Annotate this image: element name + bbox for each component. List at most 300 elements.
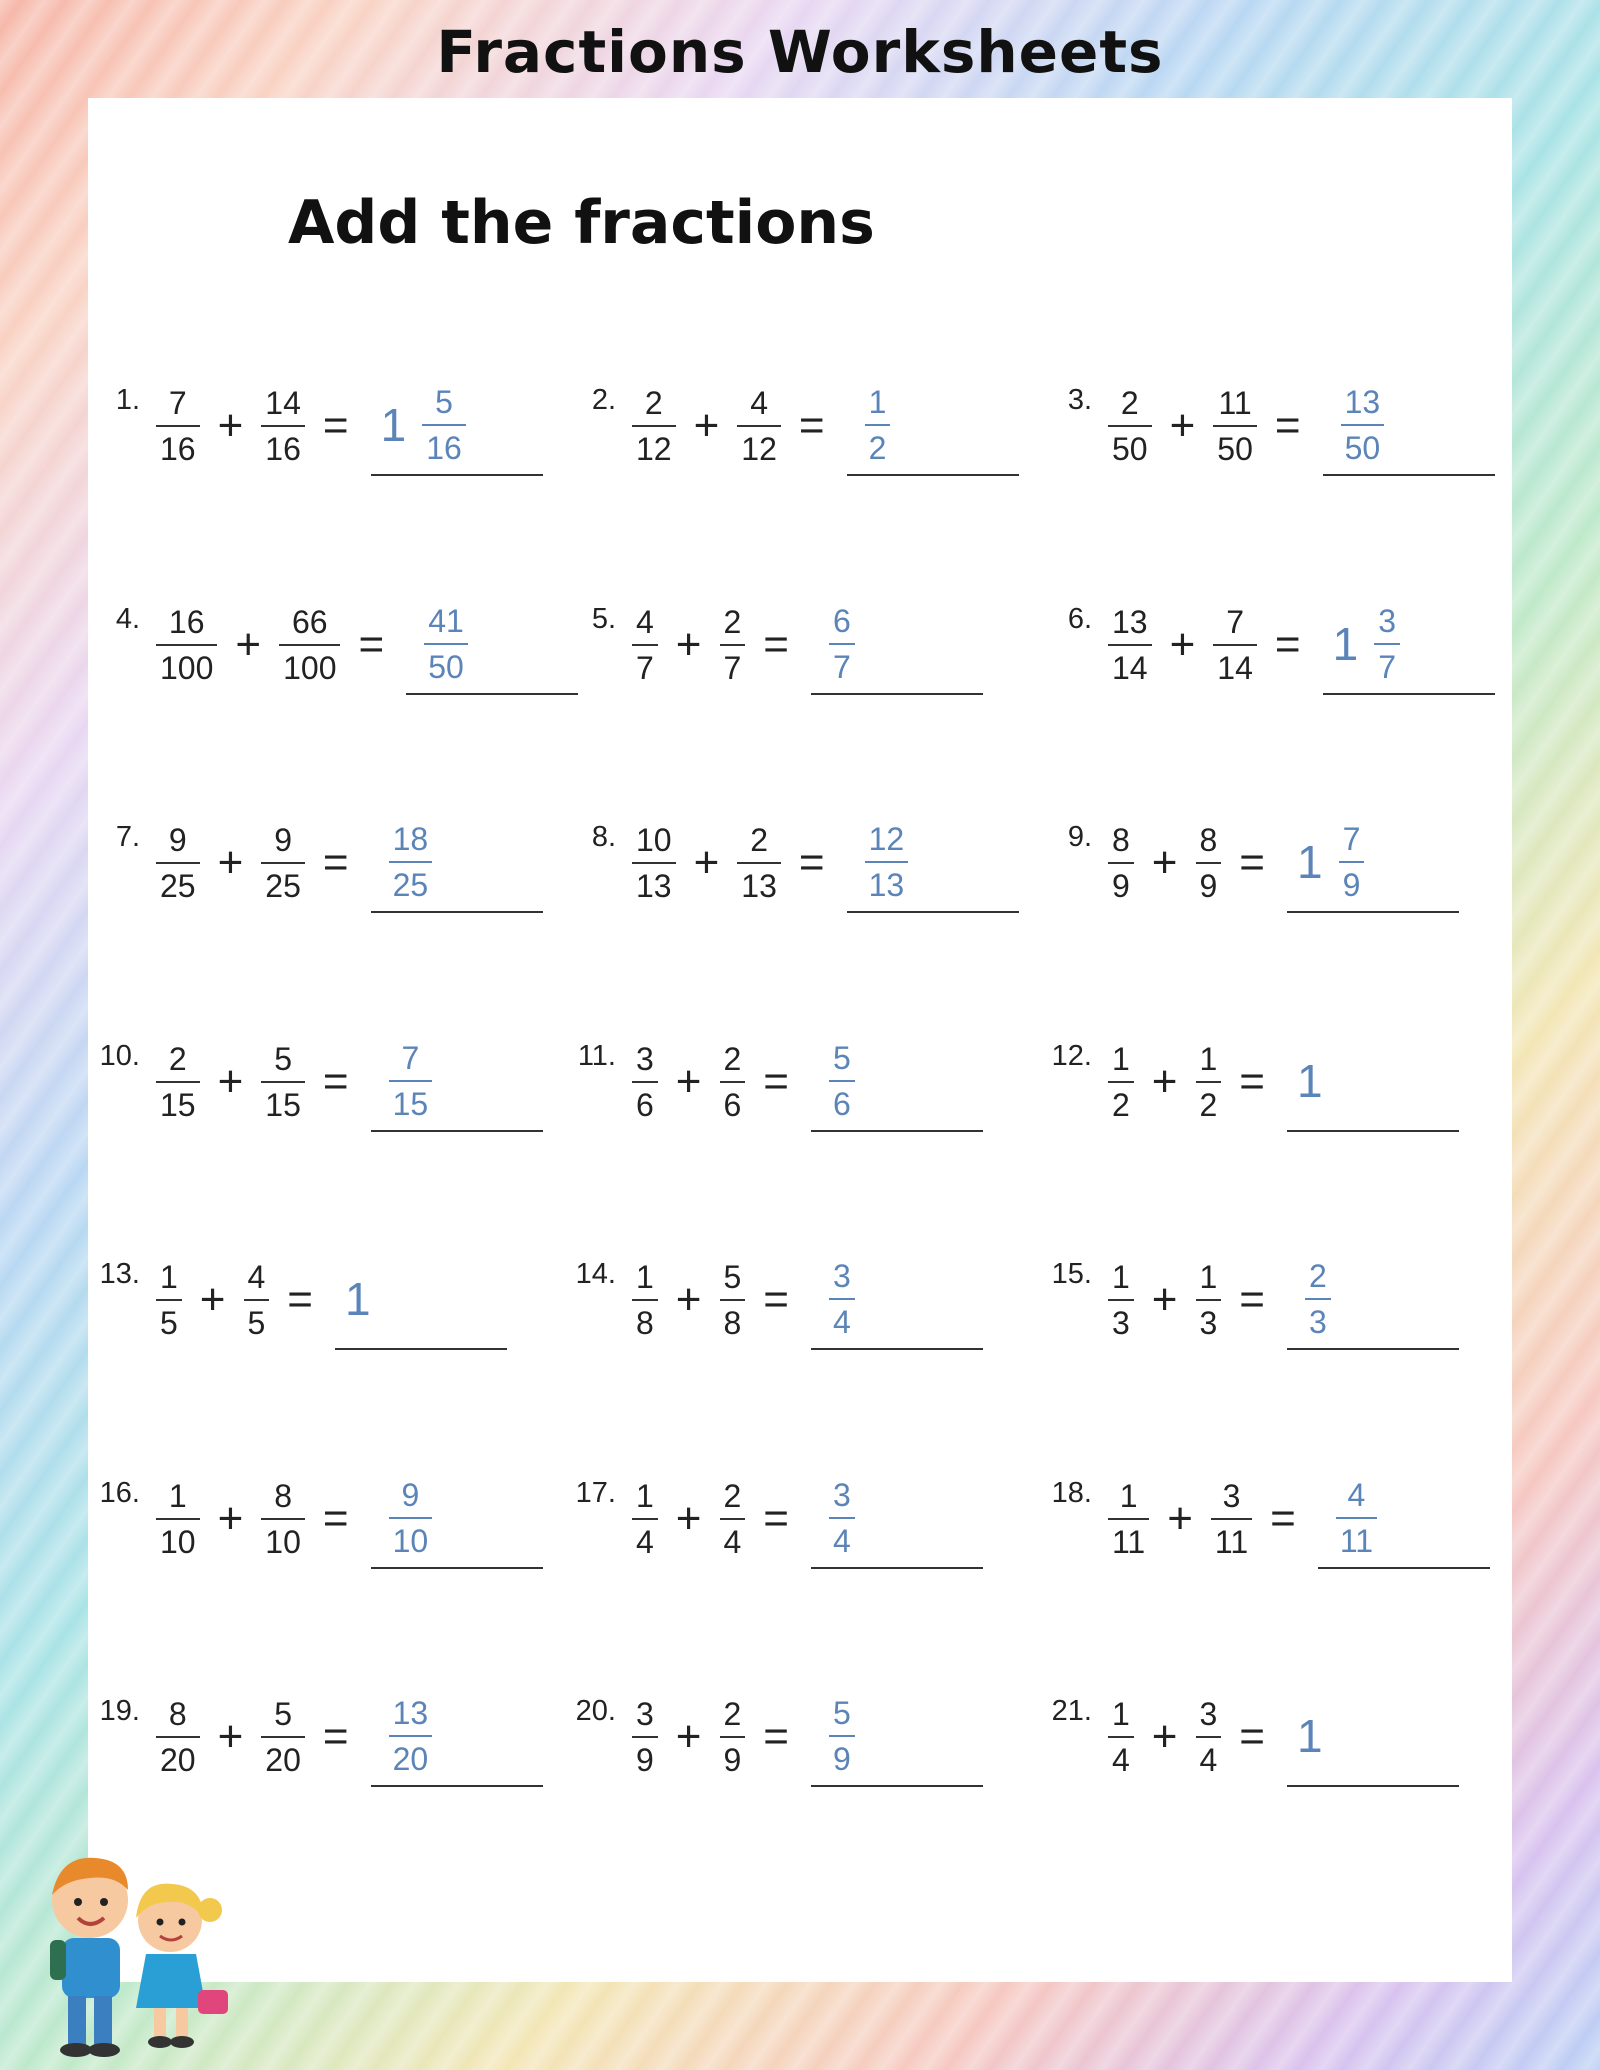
numerator: 2 — [723, 1477, 742, 1514]
answer-field[interactable] — [1287, 1032, 1459, 1132]
plus-sign: + — [1167, 1493, 1193, 1543]
fraction-a — [632, 1696, 658, 1778]
problem-21 — [1040, 1687, 1459, 1817]
fraction-a — [632, 604, 658, 686]
numerator: 1 — [636, 1477, 654, 1514]
answer-denominator: 50 — [1341, 424, 1385, 466]
fraction-b — [244, 1259, 270, 1341]
fraction-a — [632, 385, 676, 467]
numerator: 14 — [265, 385, 301, 421]
answer-whole: 1 — [1332, 617, 1359, 670]
plus-sign: + — [217, 1712, 244, 1761]
answer-numerator: 1 — [868, 384, 887, 420]
fraction-a — [632, 1041, 658, 1123]
fraction-a — [156, 1259, 182, 1341]
answer-denominator: 13 — [865, 861, 909, 903]
answer-denominator: 4 — [829, 1517, 855, 1559]
numerator: 16 — [168, 603, 205, 640]
plus-sign: + — [675, 1275, 702, 1324]
fraction-b — [261, 822, 305, 904]
answer-field[interactable] — [406, 595, 578, 695]
fraction-b — [1213, 385, 1257, 467]
denominator: 6 — [720, 1081, 746, 1123]
problem-expression — [148, 595, 578, 695]
fraction-b — [720, 1478, 746, 1560]
denominator: 16 — [156, 425, 200, 467]
fraction-b — [261, 1041, 305, 1123]
plus-sign: + — [1169, 619, 1196, 669]
problem-5 — [564, 595, 983, 725]
denominator: 10 — [261, 1518, 305, 1560]
denominator: 100 — [156, 644, 217, 686]
answer-whole: 1 — [1297, 1054, 1323, 1107]
answer-numerator: 7 — [401, 1039, 420, 1076]
denominator: 9 — [632, 1736, 658, 1778]
answer-field[interactable] — [1323, 595, 1495, 695]
equals-sign: = — [322, 1712, 349, 1761]
answer-fraction — [829, 603, 855, 685]
fraction-a — [156, 604, 217, 686]
denominator: 4 — [720, 1518, 746, 1560]
fraction-b — [1196, 1259, 1222, 1341]
fraction-b — [261, 1696, 305, 1778]
answer-field[interactable] — [811, 1469, 983, 1569]
plus-sign: + — [675, 1493, 702, 1543]
answer-fraction — [389, 1695, 433, 1777]
answer-denominator: 2 — [865, 424, 891, 466]
problem-expression — [148, 813, 543, 913]
problem-number: 20. — [575, 1695, 616, 1727]
denominator: 13 — [737, 862, 781, 904]
answer-denominator: 9 — [1339, 861, 1365, 903]
denominator: 10 — [156, 1518, 200, 1560]
answer-field[interactable] — [811, 1250, 983, 1350]
problem-expression — [1100, 813, 1459, 913]
denominator: 9 — [720, 1736, 746, 1778]
problem-19 — [88, 1687, 543, 1817]
fraction-a — [632, 1259, 658, 1341]
boy-figure — [50, 1858, 128, 2057]
problem-number: 6. — [1067, 602, 1092, 635]
problem-expression — [1100, 1250, 1459, 1350]
problem-number: 21. — [1051, 1695, 1092, 1727]
equals-sign: = — [322, 1493, 349, 1543]
problem-3 — [1040, 376, 1495, 506]
fraction-a — [1108, 1259, 1134, 1341]
problem-number: 10. — [99, 1039, 140, 1072]
fraction-a — [1108, 1041, 1134, 1123]
problem-9 — [1040, 813, 1459, 943]
problem-4 — [88, 595, 578, 725]
numerator: 8 — [168, 1696, 187, 1732]
problem-number: 14. — [575, 1258, 616, 1290]
problem-number: 17. — [575, 1476, 616, 1509]
fraction-b — [1196, 822, 1222, 904]
answer-field[interactable] — [371, 1032, 543, 1132]
problem-expression — [624, 813, 1019, 913]
fraction-b — [737, 822, 781, 904]
answer-numerator: 5 — [833, 1039, 851, 1076]
answer-numerator: 3 — [1378, 602, 1396, 639]
fraction-b — [720, 604, 746, 686]
problem-expression — [148, 1687, 543, 1787]
problem-number: 7. — [115, 821, 140, 853]
answer-numerator: 3 — [833, 1476, 851, 1513]
numerator: 1 — [636, 1259, 654, 1295]
problem-14 — [564, 1250, 983, 1380]
answer-fraction — [829, 1477, 855, 1559]
denominator: 25 — [261, 862, 305, 904]
problem-number: 1. — [115, 384, 140, 416]
denominator: 9 — [1108, 862, 1134, 904]
problem-number: 16. — [99, 1476, 140, 1509]
problem-expression — [624, 376, 1019, 476]
answer-denominator: 3 — [1305, 1298, 1331, 1340]
answer-numerator: 18 — [392, 821, 429, 857]
denominator: 5 — [244, 1299, 270, 1341]
numerator: 9 — [274, 822, 292, 858]
plus-sign: + — [675, 619, 702, 669]
answer-field[interactable] — [811, 595, 983, 695]
denominator: 50 — [1108, 425, 1152, 467]
denominator: 7 — [632, 644, 658, 686]
denominator: 20 — [156, 1736, 200, 1778]
answer-denominator: 7 — [1374, 643, 1400, 685]
denominator: 14 — [1108, 644, 1152, 686]
denominator: 4 — [1196, 1736, 1222, 1778]
problem-number: 18. — [1051, 1476, 1092, 1509]
answer-denominator: 7 — [829, 643, 855, 685]
problem-number: 3. — [1067, 384, 1092, 416]
denominator: 12 — [632, 425, 676, 467]
equals-sign: = — [763, 1712, 789, 1761]
problem-8 — [564, 813, 1019, 943]
problem-expression — [624, 1250, 983, 1350]
denominator: 13 — [632, 862, 676, 904]
denominator: 3 — [1196, 1299, 1222, 1341]
denominator: 12 — [737, 425, 781, 467]
fraction-a — [632, 1478, 658, 1560]
answer-numerator: 9 — [401, 1476, 420, 1513]
numerator: 5 — [723, 1259, 742, 1295]
answer-fraction — [865, 384, 891, 466]
answer-fraction — [389, 1040, 433, 1122]
answer-fraction — [389, 821, 433, 903]
fraction-a — [1108, 385, 1152, 467]
answer-numerator: 2 — [1309, 1258, 1327, 1294]
problem-13 — [88, 1250, 507, 1380]
fraction-b — [1213, 604, 1257, 686]
problem-12 — [1040, 1032, 1459, 1162]
problem-expression — [1100, 595, 1495, 695]
denominator: 50 — [1213, 425, 1257, 467]
problem-16 — [88, 1469, 543, 1599]
instruction-heading: Add the fractions — [288, 188, 875, 258]
numerator: 1 — [1112, 1259, 1130, 1295]
numerator: 1 — [160, 1259, 178, 1295]
numerator: 4 — [750, 385, 768, 421]
problem-expression — [1100, 1032, 1459, 1132]
answer-field[interactable] — [847, 813, 1019, 913]
fraction-a — [156, 822, 200, 904]
problem-expression — [148, 1469, 543, 1569]
answer-whole: 1 — [1297, 836, 1323, 888]
denominator: 15 — [261, 1081, 305, 1123]
problem-expression — [148, 1032, 543, 1132]
denominator: 11 — [1211, 1518, 1252, 1560]
numerator: 8 — [274, 1477, 292, 1514]
numerator: 3 — [1199, 1696, 1218, 1732]
equals-sign: = — [1270, 1493, 1296, 1543]
equals-sign: = — [1274, 401, 1301, 450]
problem-2 — [564, 376, 1019, 506]
answer-numerator: 4 — [1347, 1476, 1366, 1513]
problem-expression — [624, 1687, 983, 1787]
answer-field[interactable] — [847, 376, 1019, 476]
plus-sign: + — [1151, 1056, 1178, 1106]
equals-sign: = — [322, 838, 349, 887]
problem-expression — [624, 595, 983, 695]
answer-field[interactable] — [811, 1032, 983, 1132]
denominator: 25 — [156, 862, 200, 904]
equals-sign: = — [1239, 1712, 1265, 1761]
problem-number: 9. — [1067, 821, 1092, 853]
answer-numerator: 7 — [1342, 821, 1361, 857]
answer-field[interactable] — [1287, 1687, 1459, 1787]
numerator: 2 — [723, 1696, 742, 1732]
plus-sign: + — [1151, 1275, 1178, 1324]
numerator: 2 — [1120, 385, 1139, 421]
answer-whole: 1 — [345, 1273, 371, 1325]
answer-fraction — [389, 1477, 433, 1559]
denominator: 20 — [261, 1736, 305, 1778]
answer-numerator: 3 — [833, 1258, 851, 1294]
numerator: 7 — [1226, 603, 1244, 640]
answer-numerator: 13 — [392, 1695, 429, 1731]
numerator: 1 — [1199, 1259, 1218, 1295]
denominator: 8 — [720, 1299, 746, 1341]
answer-fraction — [829, 1040, 855, 1122]
numerator: 66 — [291, 603, 328, 640]
denominator: 15 — [156, 1081, 200, 1123]
answer-fraction — [1339, 821, 1365, 903]
answer-denominator: 9 — [829, 1735, 855, 1777]
denominator: 3 — [1108, 1299, 1134, 1341]
answer-denominator: 50 — [424, 643, 468, 685]
numerator: 2 — [723, 603, 742, 640]
worksheet-sheet — [88, 98, 1512, 1982]
equals-sign: = — [322, 401, 349, 450]
answer-fraction — [424, 603, 468, 685]
fraction-a — [1108, 1696, 1134, 1778]
numerator: 8 — [1112, 822, 1130, 858]
numerator: 1 — [1112, 1696, 1130, 1732]
answer-numerator: 13 — [1344, 384, 1381, 420]
answer-field[interactable] — [1287, 1250, 1459, 1350]
answer-fraction — [1305, 1258, 1331, 1340]
problem-expression — [624, 1469, 983, 1569]
answer-denominator: 20 — [389, 1735, 433, 1777]
answer-fraction — [829, 1695, 855, 1777]
problem-expression — [148, 1250, 507, 1350]
fraction-a — [1108, 604, 1152, 686]
fraction-a — [156, 385, 200, 467]
answer-field[interactable] — [371, 376, 543, 476]
equals-sign: = — [287, 1275, 313, 1324]
answer-field[interactable] — [335, 1250, 507, 1350]
girl-figure — [136, 1884, 228, 2048]
fraction-b — [720, 1041, 746, 1123]
fraction-a — [156, 1041, 200, 1123]
answer-field[interactable] — [811, 1687, 983, 1787]
answer-fraction — [829, 1258, 855, 1340]
numerator: 5 — [274, 1696, 292, 1732]
problem-number: 11. — [577, 1039, 616, 1072]
problem-18 — [1040, 1469, 1490, 1599]
children-illustration — [20, 1840, 240, 2060]
numerator: 2 — [644, 385, 663, 421]
plus-sign: + — [1169, 401, 1196, 450]
problem-number: 4. — [115, 602, 140, 635]
answer-denominator: 10 — [389, 1517, 433, 1559]
answer-fraction — [422, 384, 466, 466]
numerator: 3 — [636, 1040, 654, 1077]
denominator: 2 — [1108, 1081, 1134, 1123]
answer-fraction — [1341, 384, 1385, 466]
answer-numerator: 12 — [868, 821, 905, 857]
equals-sign: = — [798, 838, 825, 887]
problem-number: 5. — [591, 602, 616, 635]
equals-sign: = — [322, 1056, 349, 1106]
answer-denominator: 11 — [1336, 1517, 1377, 1559]
plus-sign: + — [217, 1056, 244, 1106]
equals-sign: = — [763, 1493, 789, 1543]
answer-numerator: 41 — [428, 602, 464, 639]
denominator: 9 — [1196, 862, 1222, 904]
numerator: 9 — [168, 822, 187, 858]
problem-15 — [1040, 1250, 1459, 1380]
plus-sign: + — [675, 1056, 702, 1106]
fraction-b — [1196, 1696, 1222, 1778]
answer-field[interactable] — [1318, 1469, 1490, 1569]
equals-sign: = — [1274, 619, 1301, 669]
denominator: 2 — [1196, 1081, 1222, 1123]
answer-fraction — [1336, 1477, 1377, 1559]
problem-expression — [1100, 1687, 1459, 1787]
problem-11 — [564, 1032, 983, 1162]
problem-number: 8. — [591, 821, 616, 853]
equals-sign: = — [1239, 838, 1265, 887]
problem-7 — [88, 813, 543, 943]
denominator: 4 — [632, 1518, 658, 1560]
plus-sign: + — [675, 1712, 702, 1761]
problem-6 — [1040, 595, 1495, 725]
equals-sign: = — [763, 1275, 789, 1324]
page-title: Fractions Worksheets — [436, 18, 1164, 86]
answer-whole: 1 — [380, 399, 407, 451]
plus-sign: + — [1151, 1712, 1178, 1761]
answer-fraction — [865, 821, 909, 903]
problem-20 — [564, 1687, 983, 1817]
denominator: 14 — [1213, 644, 1257, 686]
denominator: 6 — [632, 1081, 658, 1123]
problem-expression — [624, 1032, 983, 1132]
answer-field[interactable] — [1287, 813, 1459, 913]
fraction-b — [279, 604, 340, 686]
equals-sign: = — [763, 619, 789, 669]
plus-sign: + — [235, 619, 262, 669]
denominator: 8 — [632, 1299, 658, 1341]
numerator: 2 — [750, 822, 768, 858]
fraction-a — [1108, 1478, 1149, 1560]
fraction-b — [1211, 1478, 1252, 1560]
problem-number: 12. — [1051, 1039, 1092, 1072]
plus-sign: + — [217, 401, 244, 450]
denominator: 11 — [1108, 1518, 1149, 1560]
fraction-b — [737, 385, 781, 467]
numerator: 2 — [723, 1040, 742, 1077]
problem-number: 13. — [99, 1258, 140, 1290]
answer-field[interactable] — [371, 1469, 543, 1569]
answer-numerator: 6 — [833, 602, 851, 639]
numerator: 2 — [168, 1040, 187, 1077]
numerator: 1 — [168, 1477, 187, 1514]
denominator: 100 — [279, 644, 340, 686]
numerator: 4 — [247, 1259, 266, 1295]
problem-1 — [88, 376, 543, 506]
numerator: 3 — [1222, 1477, 1241, 1514]
answer-field[interactable] — [371, 1687, 543, 1787]
fraction-b — [261, 385, 305, 467]
answer-denominator: 16 — [422, 424, 466, 466]
fraction-a — [156, 1696, 200, 1778]
problem-17 — [564, 1469, 983, 1599]
answer-numerator: 5 — [833, 1695, 851, 1731]
plus-sign: + — [693, 838, 720, 887]
fraction-b — [720, 1696, 746, 1778]
equals-sign: = — [763, 1056, 789, 1106]
answer-denominator: 4 — [829, 1298, 855, 1340]
numerator: 1 — [1199, 1040, 1218, 1077]
denominator: 7 — [720, 644, 746, 686]
plus-sign: + — [693, 401, 720, 450]
answer-field[interactable] — [371, 813, 543, 913]
answer-denominator: 6 — [829, 1080, 855, 1122]
fraction-b — [1196, 1041, 1222, 1123]
denominator: 16 — [261, 425, 305, 467]
denominator: 5 — [156, 1299, 182, 1341]
answer-field[interactable] — [1323, 376, 1495, 476]
equals-sign: = — [358, 619, 385, 669]
numerator: 11 — [1218, 385, 1252, 421]
fraction-b — [720, 1259, 746, 1341]
answer-numerator: 5 — [435, 384, 453, 420]
plus-sign: + — [1151, 838, 1178, 887]
problem-expression — [1100, 376, 1495, 476]
plus-sign: + — [217, 1493, 244, 1543]
problem-number: 19. — [99, 1695, 140, 1727]
plus-sign: + — [199, 1275, 226, 1324]
fraction-a — [156, 1478, 200, 1560]
numerator: 13 — [1112, 603, 1148, 640]
problem-expression — [148, 376, 543, 476]
answer-fraction — [1374, 603, 1400, 685]
fraction-b — [261, 1478, 305, 1560]
problem-expression — [1100, 1469, 1490, 1569]
equals-sign: = — [798, 401, 825, 450]
plus-sign: + — [217, 838, 244, 887]
fraction-a — [632, 822, 676, 904]
